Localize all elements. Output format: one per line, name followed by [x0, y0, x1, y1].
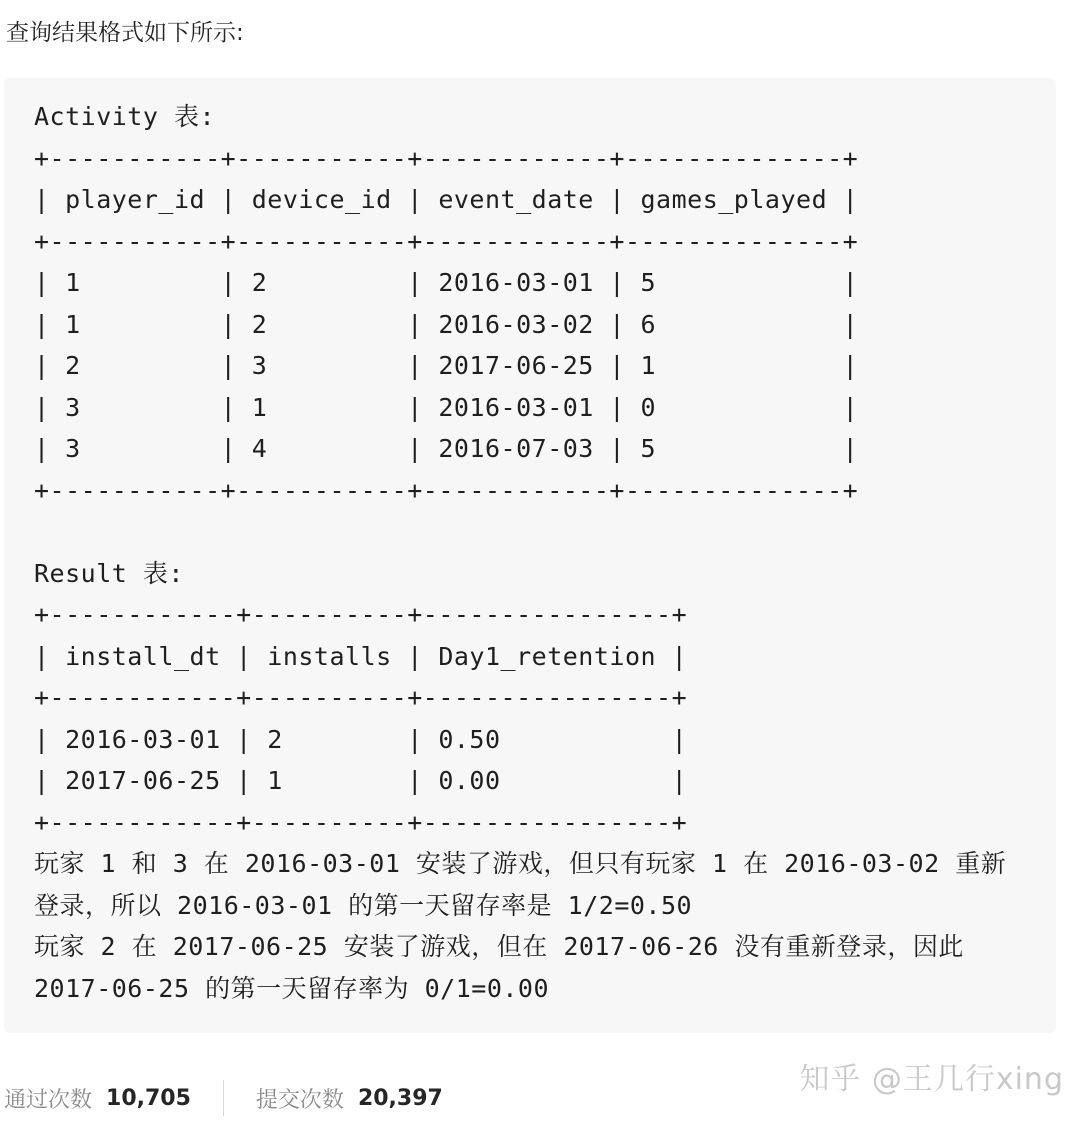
code-line: | install_dt | installs | Day1_retention | [34, 641, 688, 671]
passed-count-value: 10,705 [106, 1085, 191, 1111]
code-line: 登录，所以 2016-03-01 的第一天留存率是 1/2=0.50 [34, 890, 693, 920]
code-line: Result 表: [34, 558, 184, 588]
passed-count-label: 通过次数 [4, 1087, 93, 1113]
code-line: +------------+----------+----------------+ [34, 807, 688, 837]
stats-divider [223, 1080, 224, 1116]
code-line: Activity 表: [34, 102, 216, 131]
code-line: | 2017-06-25 | 1 | 0.00 | [34, 766, 688, 795]
code-lines [34, 96, 1006, 1009]
code-line: | 2 | 3 | 2017-06-25 | 1 | [34, 351, 859, 380]
submission-stats [4, 1078, 443, 1118]
code-line: | 1 | 2 | 2016-03-01 | 5 | [34, 268, 859, 297]
code-line: 2017-06-25 的第一天留存率为 0/1=0.00 [34, 973, 550, 1003]
code-line: +-----------+-----------+------------+--------------+ [34, 143, 859, 173]
watermark: 知乎 @王几行xing [799, 1062, 1064, 1097]
code-line: +-----------+-----------+------------+--------------+ [34, 226, 859, 256]
code-line: +------------+----------+----------------+ [34, 600, 688, 629]
code-line: 玩家 1 和 3 在 2016-03-01 安装了游戏，但只有玩家 1 在 2016-03-02 重新 [34, 849, 1007, 878]
code-line: 玩家 2 在 2017-06-25 安装了游戏，但在 2017-06-26 没有重新登录，因此 [34, 932, 964, 961]
code-line: +-----------+-----------+------------+--------------+ [34, 475, 859, 505]
code-line: | 3 | 1 | 2016-03-01 | 0 | [34, 392, 859, 422]
code-block [4, 78, 1056, 1033]
submitted-count-value: 20,397 [357, 1085, 443, 1111]
code-line: | 2016-03-01 | 2 | 0.50 | [34, 724, 688, 754]
code-line: | player_id | device_id | event_date | games_played | [34, 185, 859, 214]
code-line: | 3 | 4 | 2016-07-03 | 5 | [34, 434, 859, 463]
code-line [34, 511, 1006, 553]
intro-text: 查询结果格式如下所示: [6, 20, 244, 46]
code-line: | 1 | 2 | 2016-03-02 | 6 | [34, 309, 859, 339]
code-line: +------------+----------+----------------+ [34, 683, 688, 712]
submitted-count-label: 提交次数 [255, 1087, 344, 1113]
